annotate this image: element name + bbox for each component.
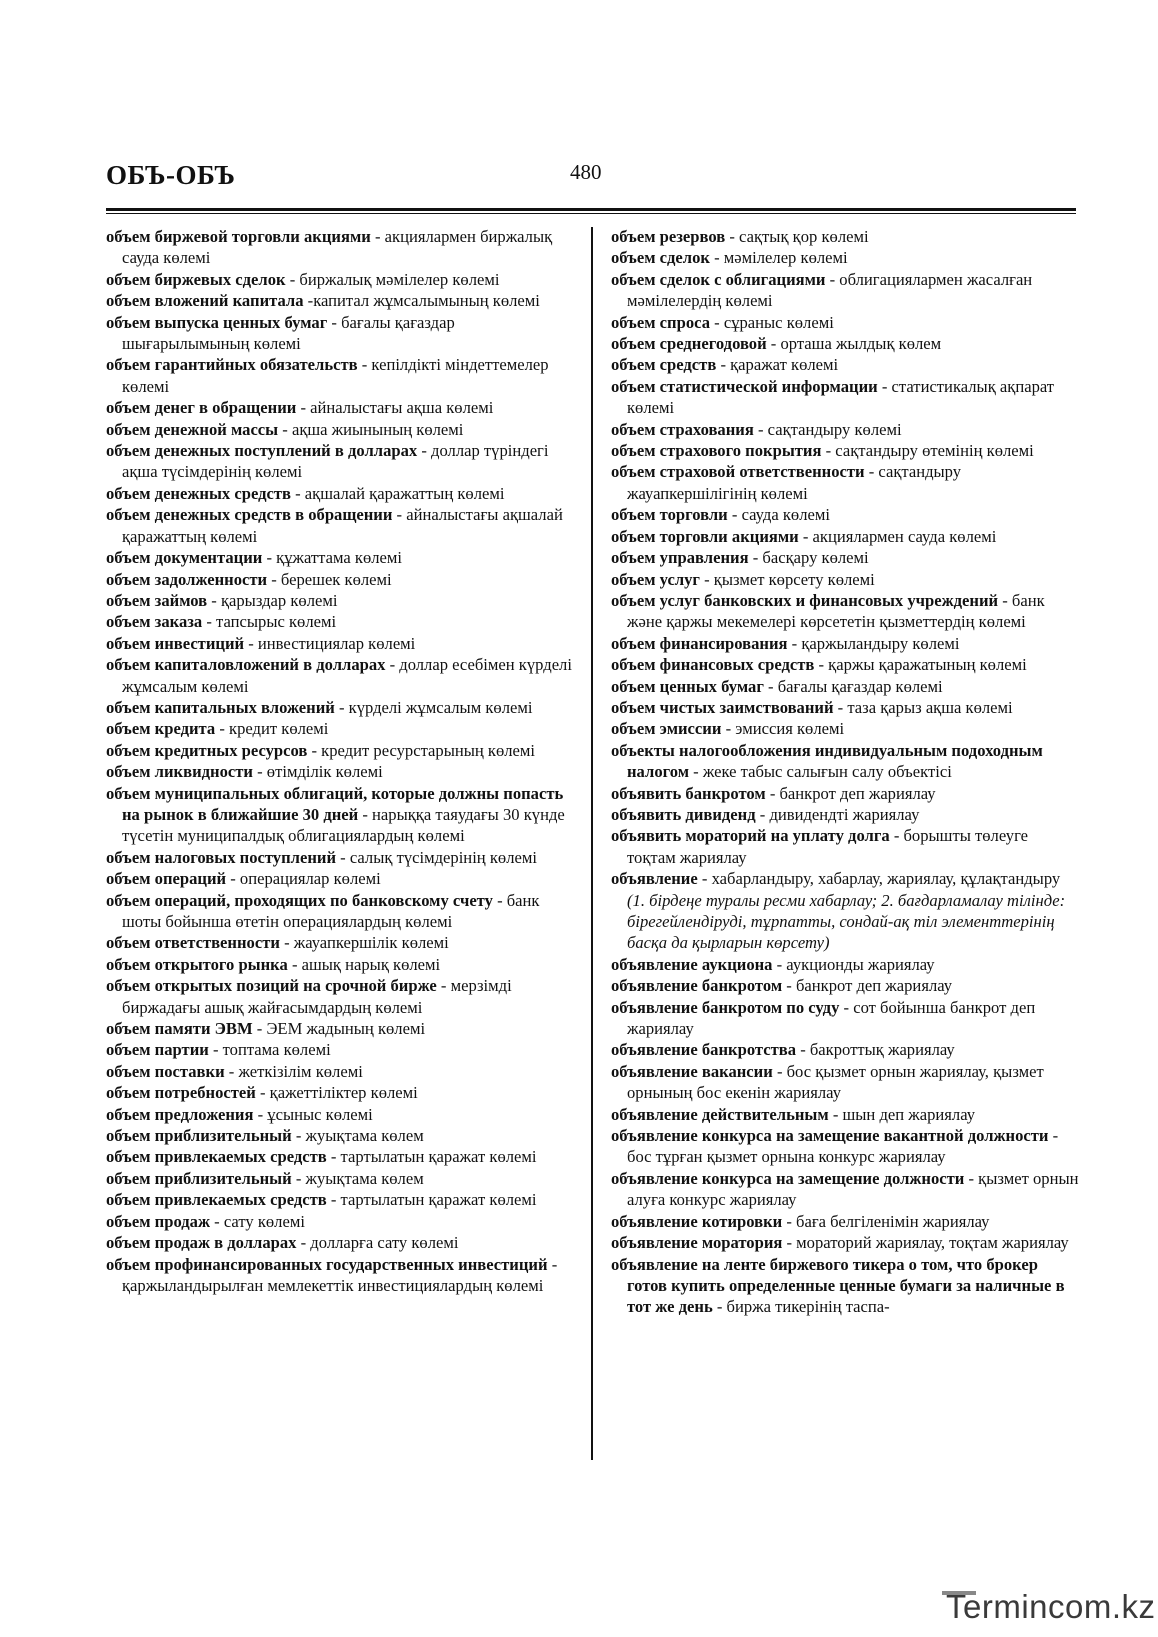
entry-term: объявление (611, 869, 698, 889)
entry-definition: - кепілдікті міндеттемелер көлемі (122, 355, 549, 396)
entry-definition: - долларға сату көлемі (296, 1233, 459, 1253)
entry-term: объем приблизительный (106, 1168, 292, 1188)
left-column (106, 226, 574, 1296)
dictionary-entry (106, 290, 574, 311)
entry-definition: - инвестициялар көлемі (244, 633, 416, 653)
dictionary-entry (611, 354, 1079, 375)
entry-term: объем среднегодовой (611, 334, 767, 354)
running-head-title: ОБЪ-ОБЪ (106, 160, 236, 190)
entry-term: объем биржевой торговли акциями (106, 227, 371, 246)
dictionary-entry (106, 1018, 574, 1039)
entry-term: объем кредитных ресурсов (106, 740, 308, 760)
entry-definition: - ұсыныс көлемі (253, 1104, 373, 1124)
entry-term: объявление моратория (611, 1233, 783, 1253)
dictionary-entry (106, 1189, 574, 1210)
entry-definition: - нарыққа таяудағы 30 күнде түсетін муниципалдық облигациялардың көлемі (122, 804, 565, 846)
dictionary-entry (611, 676, 1079, 697)
entry-definition: - баға белгіленімін жариялау (782, 1211, 990, 1231)
entry-term: объем заказа (106, 612, 203, 632)
dictionary-entry (611, 269, 1079, 312)
entry-term: объем капитальных вложений (106, 697, 335, 717)
entry-term: объем поставки (106, 1061, 225, 1081)
column-divider (591, 227, 593, 1460)
entry-term: объем открытого рынка (106, 954, 288, 974)
dictionary-entry (106, 1104, 574, 1125)
entry-definition: - күрделі жұмсалым көлемі (334, 697, 533, 717)
entry-term: объем услуг (611, 569, 700, 589)
entry-term: объем ликвидности (106, 762, 253, 782)
page-header (106, 156, 1076, 212)
watermark-logo: Termincom.kz (946, 1588, 1156, 1625)
entry-definition: - айналыстағы ақша көлемі (296, 398, 494, 418)
dictionary-entry (611, 569, 1079, 590)
entry-term: объявление банкротства (611, 1040, 797, 1060)
dictionary-entry (106, 547, 574, 568)
entry-definition: - басқару көлемі (748, 548, 869, 568)
entry-term: объем денежных поступлений в долларах (106, 441, 418, 461)
dictionary-entry (106, 1168, 574, 1189)
dictionary-entry (106, 1146, 574, 1167)
entry-term: объем биржевых сделок (106, 269, 286, 289)
entry-term: объявление на ленте биржевого тикера о том, что брокер готов купить определенные ценные бумаги за наличные в тот же день (611, 1254, 1065, 1317)
entry-term: объем управления (611, 548, 749, 568)
dictionary-entry (106, 1254, 574, 1297)
entry-definition: - кредит ресурстарының көлемі (307, 740, 536, 760)
entry-definition: - қаржыландырылған мемлекеттік инвестициялардың көлемі (122, 1254, 558, 1295)
dictionary-entry (106, 419, 574, 440)
entry-definition: - бос тұрған қызмет орнына конкурс жариялау (627, 1126, 1059, 1167)
entry-definition: - статистикалық ақпарат көлемі (627, 376, 1055, 418)
entry-definition: - тартылатын қаражат көлемі (326, 1190, 537, 1210)
dictionary-entry (611, 547, 1079, 568)
entry-definition: - банк және қаржы мекемелері көрсететін қызметтердің көлемі (627, 590, 1045, 632)
entry-term: объем финансовых средств (611, 655, 815, 675)
entry-term: объем муниципальных облигаций, которые должны попасть на рынок в ближайшие 30 дней (106, 783, 564, 824)
entry-term: объем финансирования (611, 633, 788, 653)
dictionary-entry (611, 226, 1079, 247)
dictionary-entry (106, 1039, 574, 1060)
entry-definition: - салық түсімдерінің көлемі (336, 847, 537, 867)
entry-definition: - бағалы қағаздар көлемі (763, 676, 943, 696)
entry-term: объявление вакансии (611, 1061, 773, 1081)
entry-term: объем документации (106, 548, 263, 568)
dictionary-entry (106, 226, 574, 269)
entry-term: объявление действительным (611, 1104, 829, 1124)
entry-definition: - сауда көлемі (727, 505, 830, 525)
entry-definition: - акциялармен биржалық сауда көлемі (122, 227, 553, 268)
entry-term: объем продаж в долларах (106, 1233, 297, 1253)
dictionary-entry (106, 697, 574, 718)
entry-definition: - таза қарыз ақша көлемі (833, 697, 1013, 717)
entry-term: объем кредита (106, 719, 216, 739)
dictionary-entry (611, 312, 1079, 333)
entry-term: объем профинансированных государственных инвестиций (106, 1254, 548, 1274)
entry-term: объем налоговых поступлений (106, 847, 337, 867)
header-rule (106, 208, 1076, 211)
dictionary-entry (106, 718, 574, 739)
dictionary-entry (106, 1082, 574, 1103)
entry-term: объявить банкротом (611, 783, 766, 803)
entry-definition: -капитал жұмсалымының көлемі (303, 291, 540, 311)
entry-term: объем продаж (106, 1211, 211, 1231)
dictionary-entry (106, 1061, 574, 1082)
entry-term: объем чистых заимствований (611, 697, 834, 717)
dictionary-entry (611, 1168, 1079, 1211)
dictionary-entry (106, 1211, 574, 1232)
entry-term: объявление конкурса на замещение вакантной должности (611, 1126, 1049, 1146)
dictionary-entry (106, 633, 574, 654)
entry-definition: - сақтандыру көлемі (753, 419, 902, 439)
entry-definition: - тапсырыс көлемі (202, 612, 337, 632)
entry-term: объем сделок (611, 248, 710, 268)
dictionary-entry (611, 376, 1079, 419)
entry-definition: - мерзімді биржадағы ашық жайғасымдардың көлемі (122, 976, 512, 1017)
dictionary-entry (106, 890, 574, 933)
entry-definition: - борышты төлеуге тоқтам жариялау (627, 826, 1029, 867)
dictionary-entry (106, 354, 574, 397)
entry-definition: - биржа тикерінің таспа- (712, 1297, 890, 1317)
entry-definition: - мораторий жариялау, тоқтам жариялау (782, 1233, 1069, 1253)
dictionary-entry (611, 654, 1079, 675)
entry-definition: - дивидендті жариялау (755, 804, 920, 824)
entry-definition: - банк шоты бойынша өтетін операциялардың көлемі (122, 890, 540, 931)
dictionary-entry (106, 740, 574, 761)
entry-term: объем резервов (611, 227, 726, 246)
entry-term: объем привлекаемых средств (106, 1147, 327, 1167)
entry-term: объем потребностей (106, 1083, 256, 1103)
dictionary-entry (611, 633, 1079, 654)
entry-definition: - биржалық мәмілелер көлемі (285, 269, 500, 289)
dictionary-entry (106, 954, 574, 975)
entry-definition: - сұраныс көлемі (710, 312, 834, 332)
entry-term: объем привлекаемых средств (106, 1190, 327, 1210)
dictionary-entry (611, 997, 1079, 1040)
entry-definition: - ақшалай қаражаттың көлемі (290, 483, 505, 503)
entry-definition: - облигациялармен жасалған мәмілелердің көлемі (627, 269, 1033, 311)
dictionary-entry (611, 975, 1079, 996)
dictionary-entry (106, 483, 574, 504)
entry-definition: - бағалы қағаздар шығарылымының көлемі (122, 312, 455, 354)
entry-definition: - ЭЕМ жадының көлемі (252, 1019, 426, 1039)
entry-term: объявление котировки (611, 1211, 783, 1231)
entry-definition: - қызмет көрсету көлемі (699, 569, 875, 589)
entry-definition: - құжаттама көлемі (262, 548, 402, 568)
entry-definition: - бос қызмет орнын жариялау, қызмет орнының бос екенін жариялау (627, 1061, 1044, 1103)
entry-definition: - шын деп жариялау (828, 1104, 976, 1124)
dictionary-entry (106, 868, 574, 889)
entry-term: объем торговли (611, 505, 728, 525)
entry-term: объем денег в обращении (106, 398, 297, 418)
entry-definition: - акциялармен сауда көлемі (798, 526, 997, 546)
dictionary-entry (611, 1232, 1079, 1253)
dictionary-entry (611, 247, 1079, 268)
entry-term: объем задолженности (106, 569, 268, 589)
dictionary-entry (106, 504, 574, 547)
entry-definition: - эмиссия көлемі (721, 719, 845, 739)
entry-term: объявление банкротом по суду (611, 997, 840, 1017)
entry-definition: - жеке табыс салығын салу объектісі (689, 762, 952, 782)
dictionary-entry (611, 1104, 1079, 1125)
dictionary-entry (106, 312, 574, 355)
entry-definition: - қаржыландыру көлемі (787, 633, 960, 653)
entry-definition: - доллар есебімен күрделі жұмсалым көлемі (122, 655, 572, 696)
dictionary-entry (106, 847, 574, 868)
dictionary-entry (106, 440, 574, 483)
entry-definition: - сақтандыру жауапкершілігінің көлемі (627, 462, 962, 503)
entry-term: объем средств (611, 355, 717, 375)
entry-term: объем страхования (611, 419, 754, 439)
entry-term: объем ценных бумаг (611, 676, 764, 696)
entry-term: объявить мораторий на уплату долга (611, 826, 890, 846)
entry-term: объем эмиссии (611, 719, 722, 739)
dictionary-entry (611, 804, 1079, 825)
entry-term: объем спроса (611, 312, 710, 332)
entry-definition: - сақтандыру өтемінің көлемі (821, 441, 1034, 461)
dictionary-entry (611, 783, 1079, 804)
entry-term: объем денежных средств (106, 483, 291, 503)
entry-term: объем вложений капитала (106, 291, 304, 311)
entry-definition: - қажеттіліктер көлемі (255, 1083, 418, 1103)
entry-term: объем услуг банковских и финансовых учреждений (611, 590, 999, 610)
dictionary-entry (611, 868, 1079, 954)
entry-term: объем операций (106, 869, 227, 889)
entry-definition: - жеткізілім көлемі (224, 1061, 363, 1081)
dictionary-entry (611, 526, 1079, 547)
page-number: 480 (570, 160, 602, 184)
dictionary-entry (611, 825, 1079, 868)
dictionary-entry (106, 590, 574, 611)
dictionary-entry (106, 932, 574, 953)
header-rule-thin (106, 213, 1076, 214)
entry-definition: - аукционды жариялау (772, 954, 935, 974)
dictionary-entry (611, 419, 1079, 440)
dictionary-entry (106, 975, 574, 1018)
entry-definition: - өтімділік көлемі (252, 762, 383, 782)
dictionary-entry (611, 1254, 1079, 1318)
entry-term: объем инвестиций (106, 633, 245, 653)
dictionary-entry (106, 1125, 574, 1146)
dictionary-entry (611, 697, 1079, 718)
right-column (611, 226, 1079, 1318)
entry-term: объем приблизительный (106, 1126, 292, 1146)
entry-definition: - доллар түріндегі ақша түсімдерінің көлемі (122, 441, 549, 482)
entry-term: объем сделок с облигациями (611, 269, 826, 289)
entry-definition: - сақтық қор көлемі (725, 227, 869, 246)
entry-definition: - жауапкершілік көлемі (279, 933, 449, 953)
entry-term: объем статистической информации (611, 376, 878, 396)
entry-term: объем памяти ЭВМ (106, 1019, 253, 1039)
dictionary-entry (611, 504, 1079, 525)
entry-definition: - бакроттық жариялау (796, 1040, 955, 1060)
entry-definition: - топтама көлемі (208, 1040, 331, 1060)
entry-term: объем капиталовложений в долларах (106, 655, 386, 675)
entry-term: объявить дивиденд (611, 804, 756, 824)
entry-definition: - банкрот деп жариялау (765, 783, 936, 803)
entry-definition: - кредит көлемі (215, 719, 329, 739)
entry-definition: - мәмілелер көлемі (709, 248, 848, 268)
entry-definition: - сот бойынша банкрот деп жариялау (627, 997, 1036, 1039)
dictionary-entry (106, 397, 574, 418)
entry-term: объекты налогообложения индивидуальным подоходным налогом (611, 740, 1043, 782)
entry-definition: - қызмет орнын алуға конкурс жариялау (627, 1168, 1079, 1210)
entry-definition: - орташа жылдық көлем (766, 334, 942, 354)
dictionary-entry (611, 440, 1079, 461)
dictionary-entry (106, 761, 574, 782)
entry-term: объявление банкротом (611, 976, 783, 996)
entry-definition: - ашық нарық көлемі (287, 954, 441, 974)
entry-term: объявление аукциона (611, 954, 773, 974)
dictionary-entry (611, 1061, 1079, 1104)
entry-term: объем операций, проходящих по банковскому счету (106, 890, 493, 910)
dictionary-entry (106, 654, 574, 697)
entry-definition: - сату көлемі (210, 1211, 305, 1231)
dictionary-entry (611, 333, 1079, 354)
dictionary-entry (611, 1211, 1079, 1232)
dictionary-entry (611, 740, 1079, 783)
dictionary-entry (106, 1232, 574, 1253)
entry-term: объявление конкурса на замещение должности (611, 1168, 965, 1188)
entry-term: объем страховой ответственности (611, 462, 865, 482)
entry-definition: - операциялар көлемі (226, 869, 381, 889)
dictionary-entry (611, 718, 1079, 739)
entry-definition: - айналыстағы ақшалай қаражаттың көлемі (122, 505, 563, 546)
entry-term: объем выпуска ценных бумаг (106, 312, 328, 332)
entry-definition: - қаржы қаражатының көлемі (814, 655, 1027, 675)
entry-definition: - жуықтама көлем (291, 1126, 424, 1146)
entry-term: объем денежной массы (106, 419, 279, 439)
entry-definition: - тартылатын қаражат көлемі (326, 1147, 537, 1167)
entry-definition: - қаражат көлемі (716, 355, 839, 375)
entry-definition: - хабарландыру, хабарлау, жариялау, құлақтандыру (697, 869, 1061, 889)
dictionary-entry (611, 461, 1079, 504)
entry-note: (1. бірдеңе туралы ресми хабарлау; 2. бағдарламалау тілінде: бірегейлендіруді, тұрпатты, сондай-ақ тіл элементтерінің басқа да қырларын көрсету) (627, 890, 1066, 953)
dictionary-entry (611, 1125, 1079, 1168)
entry-term: объем займов (106, 590, 208, 610)
dictionary-entry (611, 590, 1079, 633)
entry-term: объем страхового покрытия (611, 441, 822, 461)
entry-definition: - жуықтама көлем (291, 1168, 424, 1188)
entry-term: объем гарантийных обязательств (106, 355, 358, 375)
entry-definition: - ақша жиынының көлемі (278, 419, 464, 439)
dictionary-entry (106, 269, 574, 290)
dictionary-entry (106, 783, 574, 847)
entry-term: объем денежных средств в обращении (106, 505, 393, 525)
entry-definition: - банкрот деп жариялау (782, 976, 953, 996)
entry-term: объем партии (106, 1040, 209, 1060)
dictionary-entry (106, 611, 574, 632)
entry-definition: - қарыздар көлемі (207, 590, 338, 610)
entry-term: объем открытых позиций на срочной бирже (106, 976, 437, 996)
entry-term: объем ответственности (106, 933, 280, 953)
entry-definition: - берешек көлемі (267, 569, 392, 589)
dictionary-entry (611, 1039, 1079, 1060)
entry-term: объем предложения (106, 1104, 254, 1124)
dictionary-entry (106, 569, 574, 590)
entry-term: объем торговли акциями (611, 526, 799, 546)
dictionary-entry (611, 954, 1079, 975)
